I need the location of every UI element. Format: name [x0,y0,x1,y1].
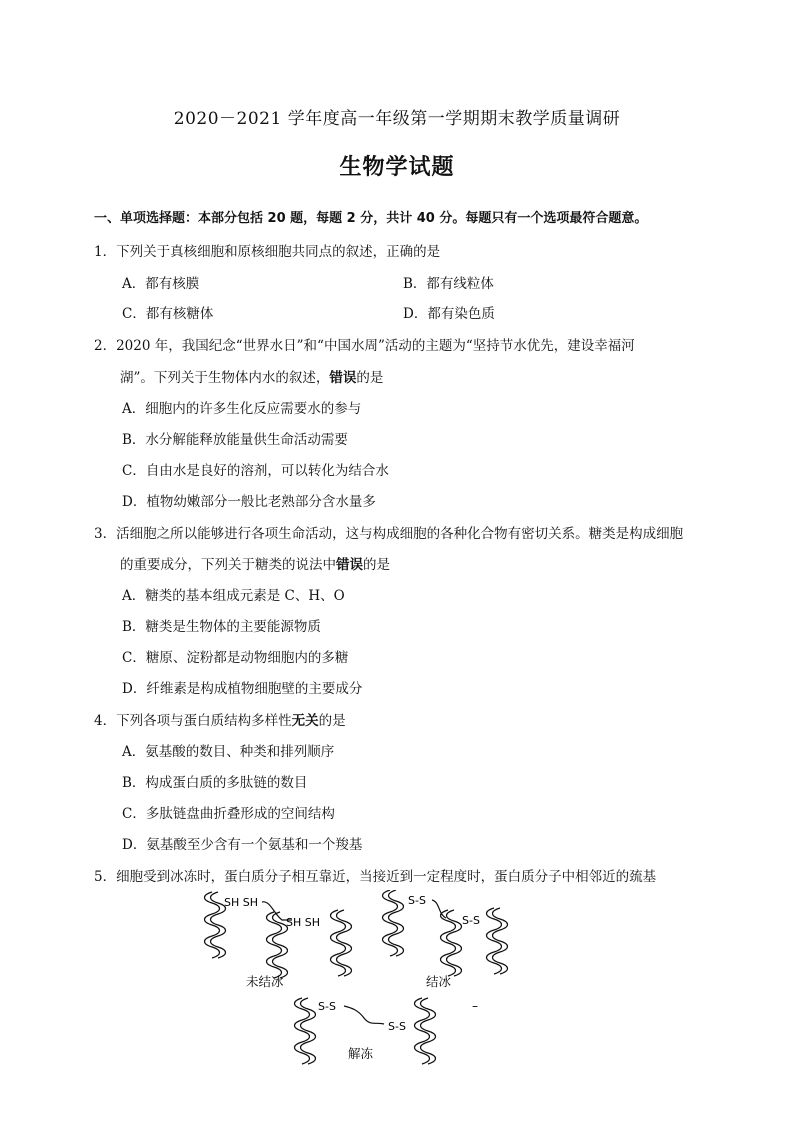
subject-title: 生物学试题 [339,155,455,180]
ss-label-1: S-S [408,894,426,907]
q2-emphasis: 错误 [329,370,357,386]
unfrozen-protein [205,892,352,989]
q4-stem-post: 的是 [318,713,346,729]
q2-stem-line1: 2．2020 年，我国纪念“世界水日”和“中国水周”活动的主题为“坚持节水优先，建设幸福河 [94,338,635,354]
q2-stem-pre: 湖”。下列关于生物体内水的叙述， [120,370,330,386]
q3-stem-line1: 3．活细胞之所以能够进行各项生命活动，这与构成细胞的各种化合物有密切关系。糖类是构成细胞 [94,526,684,542]
q1-option-b: B．都有线粒体 [403,276,494,292]
q2-stem-line2 [120,366,383,386]
q5-stem: 5．细胞受到冰冻时，蛋白质分子相互靠近，当接近到一定程度时，蛋白质分子中相邻近的巯基 [94,869,657,885]
q4-option-c: C．多肽链盘曲折叠形成的空间结构 [122,806,335,822]
q4-stem-pre: 4．下列各项与蛋白质结构多样性 [94,713,292,729]
label-frozen: 结冰 [426,974,452,989]
ss-label-2: S-S [462,914,480,927]
sh-label-1: SH SH [224,896,259,909]
q3-stem-line2 [120,553,390,573]
label-thaw: 解冻 [348,1046,374,1061]
q3-option-a: A．糖类的基本组成元素是 C、H、O [122,588,345,604]
q3-option-d: D．纤维素是构成植物细胞壁的主要成分 [122,681,363,697]
q2-option-b: B．水分解能释放能量供生命活动需要 [122,432,348,448]
q1-option-d: D．都有染色质 [403,306,495,322]
ss-label-3: S-S [318,1000,336,1013]
q2-stem-post: 的是 [356,370,384,386]
sh-label-2: SH SH [286,916,321,929]
q1-stem: 1．下列关于真核细胞和原核细胞共同点的叙述，正确的是 [94,244,441,260]
q4-option-a: A．氨基酸的数目、种类和排列顺序 [122,744,335,760]
section-title: 一、单项选择题：本部分包括 20 题，每题 2 分，共计 40 分。每题只有一个选项最符合题意。 [94,211,648,226]
q3-stem-pre: 的重要成分，下列关于糖类的说法中 [120,557,336,573]
q4-option-d: D．氨基酸至少含有一个氨基和一个羧基 [122,837,363,853]
exam-header: 2020－2021 学年度高一年级第一学期期末教学质量调研 [173,109,621,129]
protein-freezing-diagram [200,890,620,1080]
stray-mark: – [472,999,478,1013]
thawed-protein [295,998,436,1064]
q2-option-c: C．自由水是良好的溶剂，可以转化为结合水 [122,463,389,479]
q2-option-d: D．植物幼嫩部分一般比老熟部分含水量多 [122,494,376,510]
q3-stem-post: 的是 [363,557,390,573]
q4-stem [94,709,346,729]
q4-emphasis: 无关 [291,713,319,729]
q3-option-b: B．糖类是生物体的主要能源物质 [122,619,321,635]
frozen-protein [383,890,508,989]
q3-emphasis: 错误 [336,557,363,573]
ss-label-4: S-S [388,1020,406,1033]
q1-option-a: A．都有核膜 [122,276,200,292]
q4-option-b: B．构成蛋白质的多肽链的数目 [122,775,308,791]
label-unfrozen: 未结冰 [246,974,284,989]
q3-option-c: C．糖原、淀粉都是动物细胞内的多糖 [122,650,349,666]
q1-option-c: C．都有核糖体 [122,306,214,322]
q2-option-a: A．细胞内的许多生化反应需要水的参与 [122,401,362,417]
